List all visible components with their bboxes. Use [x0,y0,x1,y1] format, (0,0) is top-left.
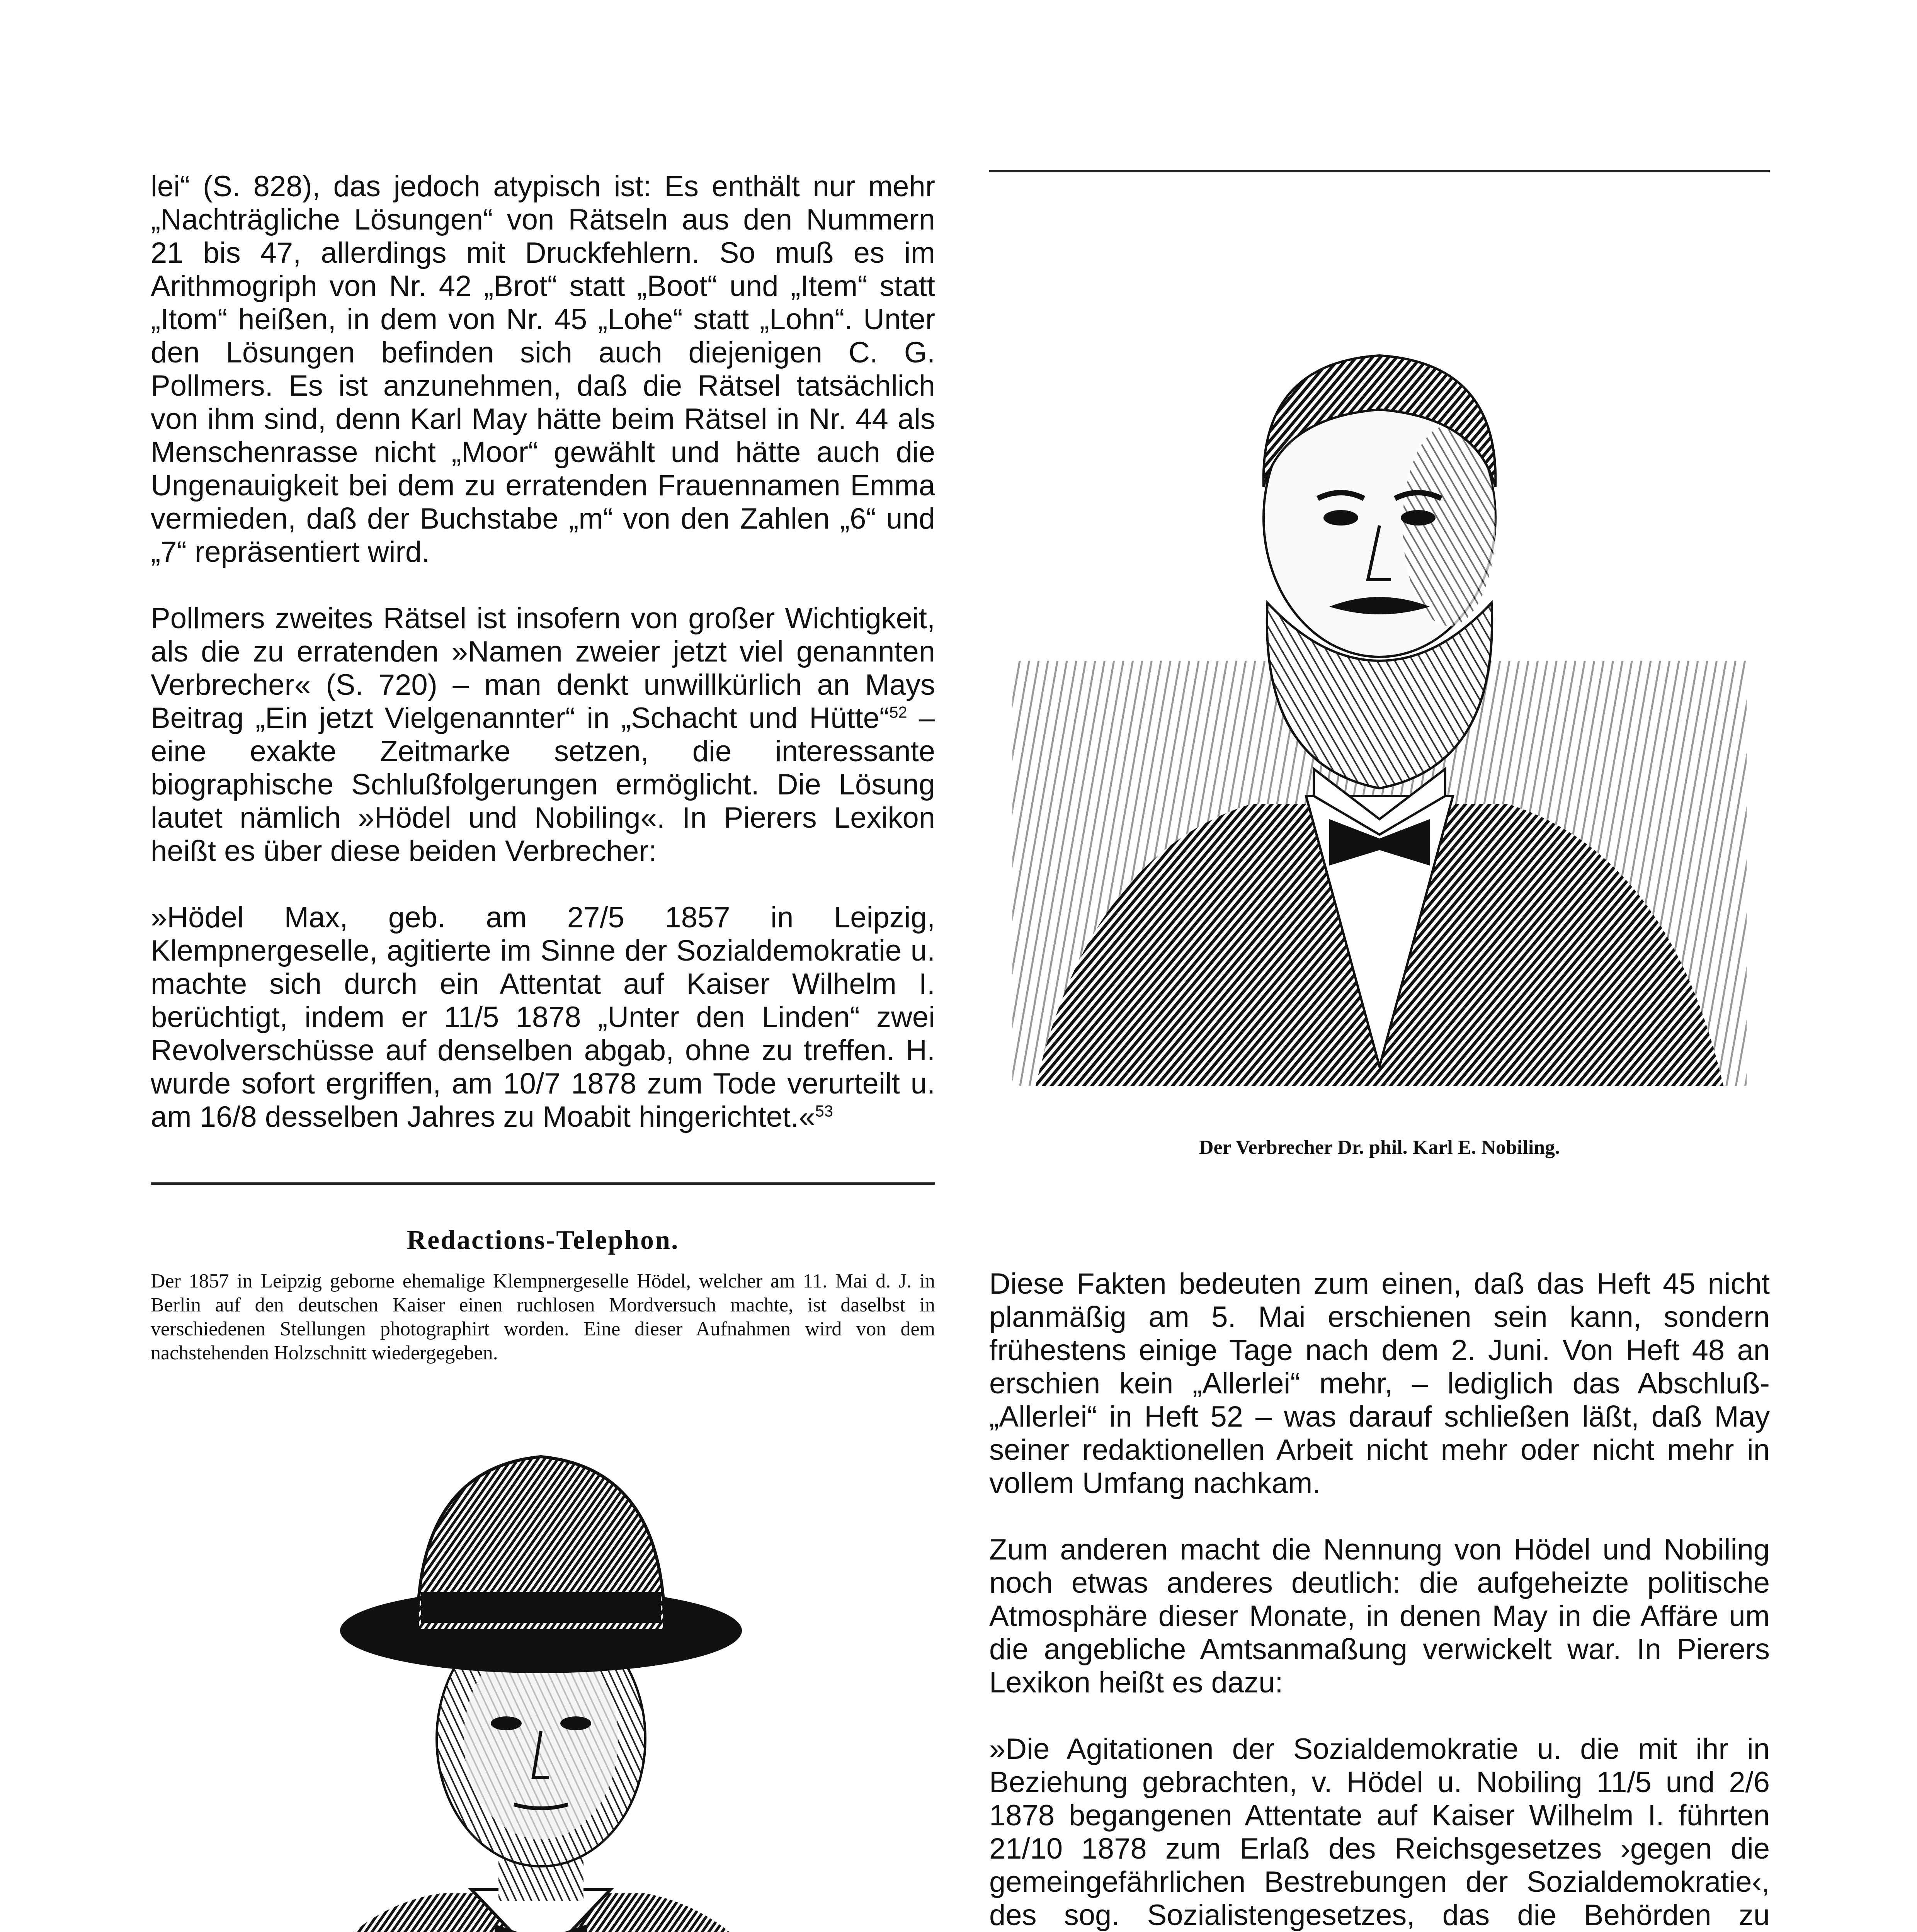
quote-hoedel [151,901,935,1134]
clipping-text: Der 1857 in Leipzig geborne ehemalige Klempnergeselle Hödel, welcher am 11. Mai d. J. in Berlin auf den deutschen Kaiser einen ruchlosen Mordversuch machte, ist daselbst in verschiedenen Stellungen photographirt worden. Eine dieser Aufnahmen wird von dem nachstehenden Holzschnitt wiedergegeben. [151,1270,935,1364]
quote-text: »Die Agitationen der Sozialdemokratie u. die mit ihr in Beziehung gebrachten, v. Hödel u. Nobiling 11/5 und 2/6 1878 begangenen Attentate auf Kaiser Wilhelm I. führten 21/10 1878 zum Erlaß des Reichsgesetzes ›gegen die gemeingefährlichen Bestrebungen der Sozialdemokratie‹, des sog. Sozialistengesetzes, das die Behörden zu [989,1733,1770,1932]
paragraph-pollmers-raetsel [151,602,935,868]
right-divider-top [989,170,1770,172]
quote-text: »Hödel Max, geb. am 27/5 1857 in Leipzig, Klempnergeselle, agitierte im Sinne der Sozialdemokratie u. machte sich durch ein Attentat auf Kaiser Wilhelm I. berüchtigt, indem er 11/5 1878 „Unter den Linden“ zwei Revolverschüsse auf denselben abgab, ohne zu treffen. H. wurde sofort ergriffen, am 10/7 1878 zum Tode verurteilt u. am 16/8 desselben Jahres zu Moabit hingerichtet.« [151,901,935,1133]
left-column-top [151,170,935,1167]
paragraph-allerlei: lei“ (S. 828), das jedoch atypisch ist: Es enthält nur mehr „Nachträgliche Lösungen“ von Rätseln aus den Nummern 21 bis 47, allerdings mit Druckfehlern. So muß es im Arithmogriph von Nr. 42 „Brot“ statt „Boot“ und „Item“ statt „Itom“ heißen, in dem von Nr. 45 „Lohe“ statt „Lohn“. Unter den Lösungen befinden sich auch diejenigen C. G. Pollmers. Es ist anzunehmen, daß die Rätsel tatsächlich von ihm sind, denn Karl May hätte beim Rätsel in Nr. 44 als Menschenrasse nicht „Moor“ gewählt und hätte auch die Ungenauigkeit bei dem zu erratenden Frauennamen Emma vermieden, daß der Buchstabe „m“ von den Zahlen „6“ und „7“ repräsentiert wird. [151,170,935,568]
footnote-ref-52: 52 [889,703,907,721]
paragraph-text: Pollmers zweites Rätsel ist insofern von großer Wichtigkeit, als die zu erratenden »Namen zweier jetzt viel genannten Verbrecher« (S. 720) – man denkt unwillkürlich an Mays Beitrag „Ein jetzt Vielgenannter“ in „Schacht und Hütte“ [151,602,935,735]
paragraph-zum-anderen: Zum anderen macht die Nennung von Hödel und Nobiling noch etwas anderes deutlich: die aufgeheizte politische Atmosphäre dieser Monate, in denen May in die Affäre um die angebliche Amtsanmaßung verwickelt war. In Pierers Lexikon heißt es dazu: [989,1533,1770,1699]
paragraph-fakten: Diese Fakten bedeuten zum einen, daß das Heft 45 nicht planmäßig am 5. Mai erschienen sein kann, sondern frühestens einige Tage nach dem 2. Juni. Von Heft 48 an erschien kein „Allerlei“ mehr, – lediglich das Abschluß-„Allerlei“ in Heft 52 – was darauf schließen läßt, daß May seiner redaktionellen Arbeit nicht mehr oder nicht mehr in vollem Umfang nachkam. [989,1267,1770,1500]
nobiling-portrait [1012,216,1747,1136]
paragraph-text: – eine exakte Zeitmarke setzen, die interessante biographische Schlußfolgerungen ermöglicht. Die Lösung lautet nämlich »Hödel und Nobiling«. In Pierers Lexikon heißt es über diese beiden Verbrecher: [151,702,935,867]
right-column-text [989,1267,1770,1932]
clipping-title: Redactions-Telephon. [407,1225,679,1255]
quote-sozialistengesetz [989,1733,1770,1932]
left-divider-top [151,1182,935,1185]
hoedel-portrait [201,1391,881,1932]
nobiling-caption: Der Verbrecher Dr. phil. Karl E. Nobiling. [1199,1136,1560,1158]
footnote-ref-53: 53 [815,1102,833,1120]
